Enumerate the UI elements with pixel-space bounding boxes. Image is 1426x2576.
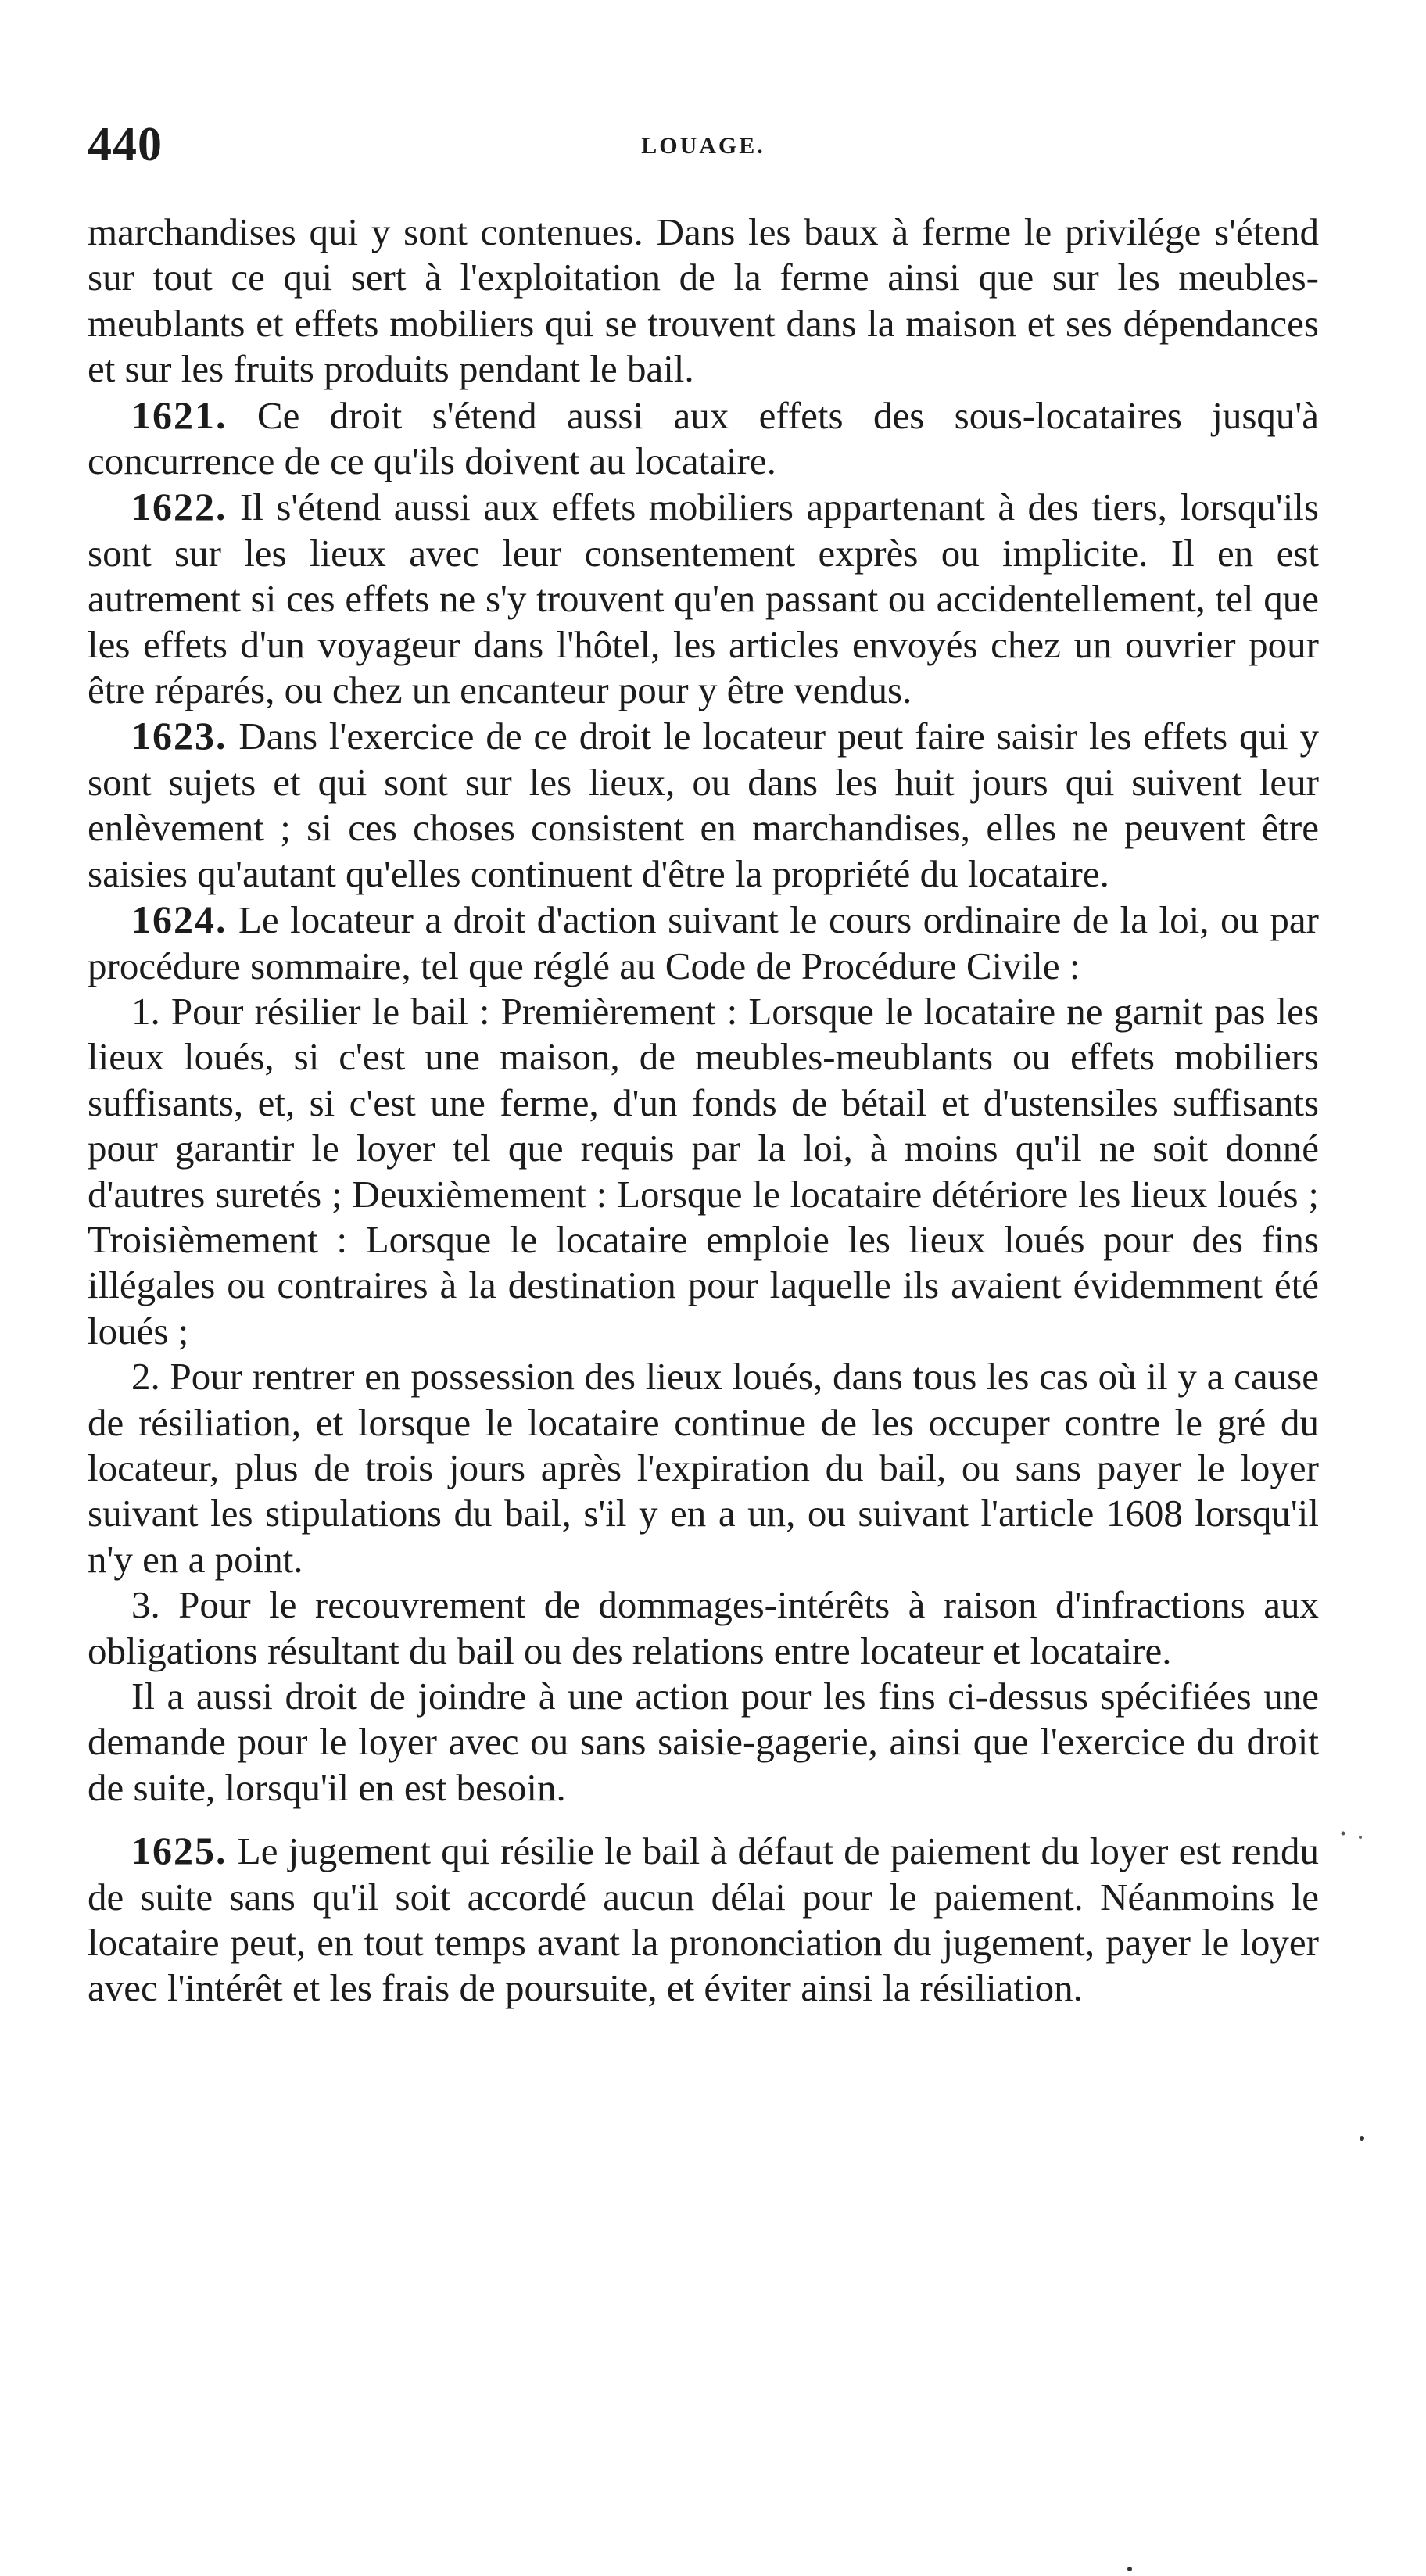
article-text: Le jugement qui résilie le bail à défaut de paiement du loyer est rendu de suite sans qu'il soit accordé aucun délai pour le paiement. Néanmoins le locataire peut, en tout temps avant la prononciation du jugement, payer le loyer avec l'intérêt et les frais de poursuite, et éviter ainsi la résiliation. <box>88 1829 1319 2010</box>
book-page <box>88 117 1319 2012</box>
list-item-3 <box>88 1582 1319 1674</box>
speck <box>1359 1836 1362 1839</box>
list-item-text: 3. Pour le recouvrement de dommages-intérêts à raison d'infractions aux obligations résultant du bail ou des relations entre locateur et locataire. <box>88 1583 1319 1672</box>
article-number: 1623. <box>131 714 228 758</box>
article-text: Dans l'exercice de ce droit le locateur peut faire saisir les effets qui y sont sujets et qui sont sur les lieux, ou dans les huit jours qui suivent leur enlèvement ; si ces choses consistent en marchandises, elles ne peuvent être saisies qu'autant qu'elles continuent d'être la propriété du locataire. <box>88 715 1319 895</box>
page-number: 440 <box>88 118 163 171</box>
running-title: LOUAGE. <box>641 133 765 159</box>
page-header <box>88 117 1319 180</box>
article-1624 <box>88 897 1319 989</box>
article-text: Il s'étend aussi aux effets mobiliers appartenant à des tiers, lorsqu'ils sont sur les lieux avec leur consentement exprès ou implicite. Il en est autrement si ces effets ne s'y trouvent qu'en passant ou accidentellement, tel que les effets d'un voyageur dans l'hôtel, les articles envoyés chez un ouvrier pour être réparés, ou chez un encanteur pour y être vendus. <box>88 485 1319 712</box>
article-number: 1625. <box>131 1829 228 1873</box>
list-item-1 <box>88 989 1319 1354</box>
article-text: Ce droit s'étend aussi aux effets des sous-locataires jusqu'à concurrence de ce qu'ils doivent au locataire. <box>88 393 1319 483</box>
article-number: 1624. <box>131 897 228 942</box>
article-1621 <box>88 392 1319 485</box>
list-item-text: 1. Pour résilier le bail : Premièrement : Lorsque le locataire ne garnit pas les lieux loués, si c'est une maison, de meubles-meublants ou effets mobiliers suffisants, et, si c'est une ferme, d'un fonds de bétail et d'ustensiles suffisants pour garantir le loyer tel que requis par la loi, à moins qu'il ne soit donné d'autres suretés ; Deuxièmement : Lorsque le locataire détériore les lieux loués ; Troisièmement : Lorsque le locataire emploie les lieux loués pour des fins illégales ou contraires à la destination pour laquelle ils avaient évidemment été loués ; <box>88 989 1319 1352</box>
speck <box>1342 1832 1345 1836</box>
paragraph-continuation <box>88 210 1319 392</box>
speck <box>1127 2567 1132 2571</box>
list-item-text: 2. Pour rentrer en possession des lieux loués, dans tous les cas où il y a cause de résiliation, et lorsque le locataire continue de les occuper contre le gré du locateur, plus de trois jours après l'expiration du bail, ou sans payer le loyer suivant les stipulations du bail, s'il y en a un, ou suivant l'article 1608 lorsqu'il n'y en a point. <box>88 1355 1319 1581</box>
article-number: 1622. <box>131 485 228 529</box>
page-body <box>88 210 1319 2012</box>
article-1625 <box>88 1828 1319 2012</box>
article-1622 <box>88 484 1319 713</box>
article-text: Le locateur a droit d'action suivant le cours ordinaire de la loi, ou par procédure sommaire, tel que réglé au Code de Procédure Civile : <box>88 898 1319 987</box>
paragraph-text: marchandises qui y sont contenues. Dans les baux à ferme le privilége s'étend sur tout ce qui sert à l'exploitation de la ferme ainsi que sur les meubles-meublants et effets mobiliers qui se trouvent dans la maison et ses dépendances et sur les fruits produits pendant le bail. <box>88 210 1319 391</box>
speck <box>1360 2136 1364 2141</box>
paragraph-text: Il a aussi droit de joindre à une action pour les fins ci-dessus spécifiées une demande pour le loyer avec ou sans saisie-gagerie, ainsi que l'exercice du droit de suite, lorsqu'il en est besoin. <box>88 1675 1319 1809</box>
list-item-2 <box>88 1354 1319 1582</box>
article-1623 <box>88 713 1319 897</box>
paragraph-joinder <box>88 1674 1319 1811</box>
article-number: 1621. <box>131 392 228 437</box>
